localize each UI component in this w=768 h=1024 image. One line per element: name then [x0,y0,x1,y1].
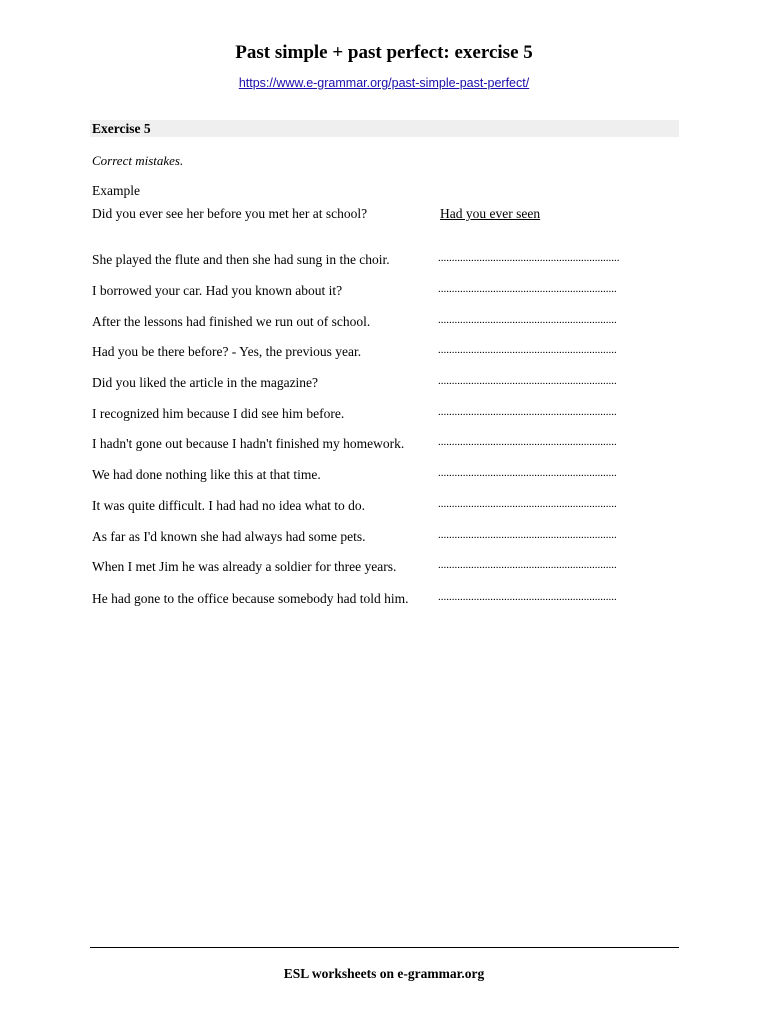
item-sentence: He had gone to the office because somebody had told him. [92,591,409,606]
answer-blank[interactable]: ................................................................. [438,529,617,541]
answer-blank[interactable]: ................................................................. [438,314,617,326]
footer-divider [90,947,679,948]
item-sentence: As far as I'd known she had always had some pets. [92,529,366,544]
example-answer: Had you ever seen [440,206,541,221]
item-sentence: Did you liked the article in the magazine? [92,375,319,390]
example-label: Example [92,183,140,198]
exercise-item [0,375,768,395]
exercise-item [0,406,768,426]
item-sentence: I borrowed your car. Had you known about it? [92,283,343,298]
exercise-item [0,344,768,364]
exercise-item [0,252,768,272]
item-sentence: I recognized him because I did see him before. [92,406,345,421]
exercise-label: Exercise 5 [92,121,151,136]
answer-blank[interactable]: ................................................................. [438,467,617,479]
exercise-instruction: Correct mistakes. [92,153,184,168]
answer-blank[interactable]: .................................................................. [438,252,620,264]
item-sentence: Had you be there before? - Yes, the previous year. [92,344,362,359]
exercise-item [0,283,768,303]
answer-blank[interactable]: ................................................................. [438,559,617,571]
exercise-item [0,591,768,611]
exercise-item [0,498,768,518]
answer-blank[interactable]: ................................................................. [438,283,617,295]
item-sentence: We had done nothing like this at that time. [92,467,321,482]
exercise-header [90,120,679,137]
answer-blank[interactable]: ................................................................. [438,498,617,510]
item-sentence: It was quite difficult. I had had no idea what to do. [92,498,366,513]
answer-blank[interactable]: ................................................................. [438,375,617,387]
footer-text: ESL worksheets on e-grammar.org [283,966,485,981]
item-sentence: She played the flute and then she had sung in the choir. [92,252,390,267]
example-sentence: Did you ever see her before you met her at school? [92,206,368,221]
page-title: Past simple + past perfect: exercise 5 [235,42,533,63]
exercise-item [0,529,768,549]
item-sentence: When I met Jim he was already a soldier for three years. [92,559,397,574]
exercise-item [0,467,768,487]
answer-blank[interactable]: ................................................................. [438,406,617,418]
item-sentence: I hadn't gone out because I hadn't finished my homework. [92,436,405,451]
answer-blank[interactable]: ................................................................. [438,436,617,448]
exercise-item [0,314,768,334]
exercise-item [0,436,768,456]
source-link[interactable]: https://www.e-grammar.org/past-simple-past-perfect/ [238,76,530,90]
answer-blank[interactable]: ................................................................. [438,591,617,603]
answer-blank[interactable]: ................................................................. [438,344,617,356]
item-sentence: After the lessons had finished we run out of school. [92,314,371,329]
exercise-item [0,559,768,579]
